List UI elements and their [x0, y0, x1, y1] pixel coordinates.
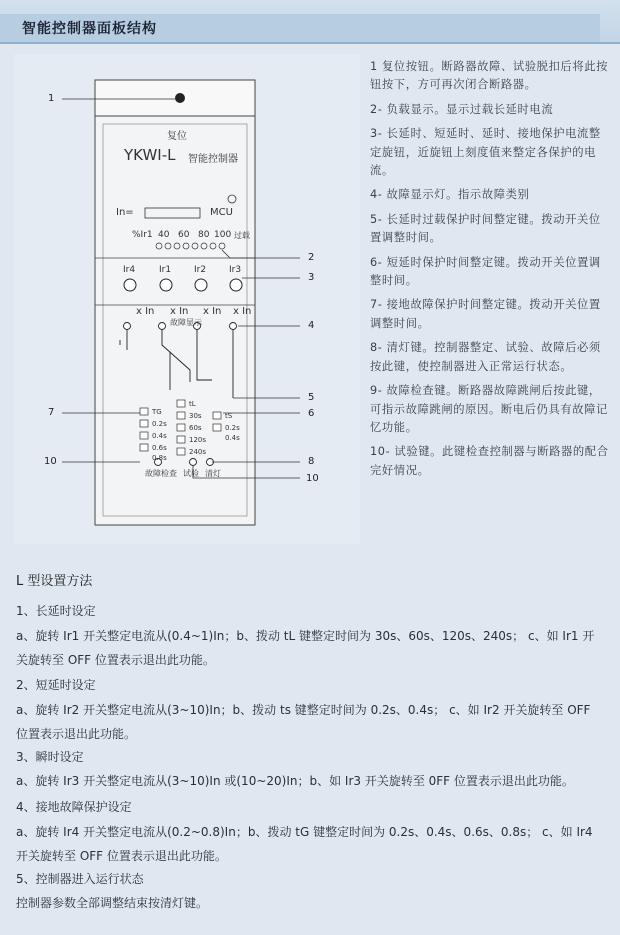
settings-line: 5、控制器进入运行状态: [16, 872, 144, 886]
callout-10-left: 10: [44, 456, 57, 467]
reset-label: 复位: [167, 131, 187, 142]
test-label: 试验: [183, 469, 199, 478]
tl-value: 60s: [189, 424, 202, 432]
settings-line: 控制器参数全部调整结束按清灯键。: [16, 896, 209, 910]
description-item: 4- 故障显示灯。指示故障类别: [370, 188, 530, 202]
switch-header: tL: [189, 400, 196, 408]
callout-3: 3: [308, 272, 315, 283]
load-value: 100: [214, 230, 232, 240]
model-name: YKWI-L: [124, 146, 176, 164]
settings-line: 2、短延时设定: [16, 678, 96, 692]
ts-value: 0.2s: [225, 424, 240, 432]
callout-5: 5: [308, 392, 315, 403]
tg-value: 0.6s: [152, 444, 167, 452]
description-item: 6- 短延时保护时间整定键。拨动开关位置调整时间。: [370, 255, 601, 288]
tl-value: 240s: [189, 448, 207, 456]
callout-8: 8: [308, 456, 315, 467]
clear-label: 清灯: [205, 469, 221, 478]
description-item: 8- 清灯键。控制器整定、试验、故障后必须按此键，使控制器进入正常运行状态。: [370, 341, 601, 373]
page-title: 智能控制器面板结构: [22, 21, 157, 37]
callout-6: 6: [308, 408, 315, 419]
knob-label: Ir3: [229, 265, 242, 275]
ts-value: 0.4s: [225, 434, 240, 442]
xin-label: x In: [203, 306, 222, 317]
fault-display-label: 故障显示: [170, 318, 202, 327]
settings-line: a、旋转 Ir4 开关整定电流从(0.2~0.8)In；b、拨动 tG 键整定时间为 0.2s、0.4s、0.6s、0.8s； c、如 Ir4 开关旋转至 OFF 位置表示退出此功能。: [16, 825, 593, 863]
description-item: 5- 长延时过载保护时间整定键。拨动开关位置调整时间。: [370, 212, 601, 245]
in-label: In=: [116, 207, 134, 218]
settings-line: 4、接地故障保护设定: [16, 800, 132, 814]
model-subtitle: 智能控制器: [188, 154, 238, 165]
tg-value: 0.4s: [152, 432, 167, 440]
load-value: 40: [158, 230, 170, 240]
settings-line: a、旋转 Ir1 开关整定电流从(0.4~1)In；b、拨动 tL 键整定时间为 30s、60s、120s、240s； c、如 Ir1 开关旋转至 OFF 位置表示退出此功能。: [16, 629, 595, 667]
settings-line: 3、瞬时设定: [16, 750, 84, 764]
load-value: 80: [198, 230, 210, 240]
settings-heading: L 型设置方法: [16, 574, 93, 589]
description-item: 10- 试验键。此键检查控制器与断路器的配合完好情况。: [370, 445, 609, 477]
description-list: [370, 58, 610, 480]
settings-line: 1、长延时设定: [16, 604, 96, 618]
description-item: 1 复位按钮。断路器故障、试验脱扣后将此按钮按下，方可再次闭合断路器。: [370, 60, 609, 92]
xin-label: x In: [136, 306, 155, 317]
settings-line: a、旋转 Ir3 开关整定电流从(3~10)In 或(10~20)In；b、如 Ir3 开关旋转至 0FF 位置表示退出此功能。: [16, 774, 574, 788]
description-item: 7- 接地故障保护时间整定键。拨动开关位置调整时间。: [370, 298, 601, 330]
settings-line: a、旋转 Ir2 开关整定电流从(3~10)In；b、拨动 ts 键整定时间为 0.2s、0.4s； c、如 Ir2 开关旋转至 OFF 位置表示退出此功能。: [16, 703, 591, 741]
callout-4: 4: [308, 320, 315, 331]
knob-label: Ir1: [159, 265, 172, 275]
callout-10-right: 10: [306, 473, 319, 484]
description-item: 3- 长延时、短延时、延时、接地保护电流整定旋钮，近旋钮上刻度值来整定各保护的电流。: [370, 127, 601, 178]
xin-label: x In: [233, 306, 252, 317]
switch-header: tS: [225, 412, 233, 420]
tl-value: 120s: [189, 436, 207, 444]
load-value: 60: [178, 230, 190, 240]
tg-value: 0.2s: [152, 420, 167, 428]
fault-check-label: 故障检查: [145, 469, 177, 478]
description-item: 2- 负载显示。显示过载长延时电流: [370, 102, 554, 116]
knob-label: Ir2: [194, 265, 207, 275]
xin-label: x In: [170, 306, 189, 317]
description-item: 9- 故障检查键。断路器故障跳闸后按此键，可指示故障跳闸的原因。断电后仍具有故障记忆功能。: [370, 384, 608, 434]
callout-1: 1: [48, 93, 55, 104]
callout-2: 2: [308, 252, 315, 263]
load-label: %Ir1: [132, 230, 153, 240]
reset-button-dot: [175, 93, 185, 103]
knob-label: Ir4: [123, 265, 136, 275]
load-value: 过载: [234, 231, 250, 240]
switch-header: TG: [152, 408, 162, 416]
callout-7: 7: [48, 407, 55, 418]
mcu-label: MCU: [210, 207, 233, 218]
tg-value: 0.8s: [152, 454, 167, 462]
tl-value: 30s: [189, 412, 202, 420]
